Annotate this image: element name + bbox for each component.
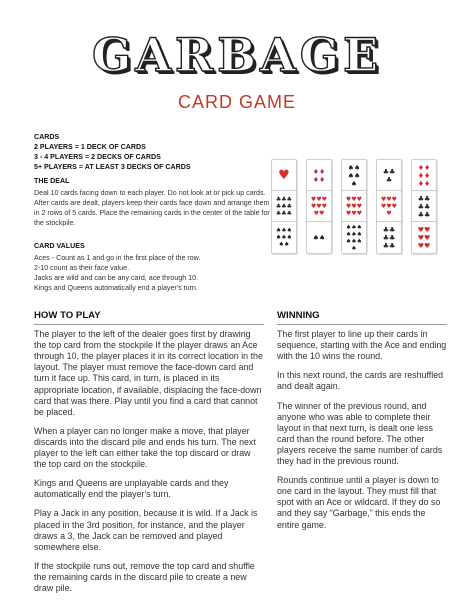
- card-layout-illustration: [265, 159, 445, 251]
- how-to-play-paragraph: Kings and Queens are unplayable cards and they automatically end the player's turn.: [34, 478, 229, 500]
- cards-heading: CARDS: [34, 133, 60, 141]
- playing-card: ♠♠♠ ♠♠♠ ♠♠: [271, 221, 297, 254]
- cards-line: 3 - 4 PLAYERS = 2 DECKS OF CARDS: [34, 152, 161, 161]
- values-line: Aces - Count as 1 and go in the first place of the row.: [34, 253, 201, 262]
- playing-card: ♣♣ ♣♣ ♣♣: [376, 221, 402, 254]
- playing-card: ♥♥♥ ♥♥♥ ♥: [376, 190, 402, 223]
- playing-card: ♥: [271, 159, 297, 192]
- playing-card: ♦♦ ♦♦ ♦♦: [411, 159, 437, 192]
- winning-paragraph: Rounds continue until a player is down to one card in the layout. They must fill that spot with an Ace or wildcard. If they do so and they say “Garbage,” this ends the entire game.: [277, 475, 441, 530]
- how-to-play-paragraph: Play a Jack in any position, because it is wild. If a Jack is placed in the 3rd position, for instance, and the player draws a 3, the Jack can be removed and played somewhere else.: [34, 508, 258, 552]
- deal-heading: THE DEAL: [34, 177, 70, 185]
- cards-section: [34, 133, 274, 173]
- winning-paragraph: The first player to line up their cards in sequence, starting with the Ace and ending with the 10 wins the round.: [277, 329, 447, 362]
- playing-card: ♠♠: [306, 221, 332, 254]
- how-to-play-paragraph: When a player can no longer make a move, that player discards into the discard pile and ends his turn. The next player to the left can either take the top discard or draw the top card on the stockpile.: [34, 425, 256, 470]
- playing-card: ♣♣ ♣♣ ♣♣: [411, 190, 437, 223]
- values-line: Kings and Queens automatically end a player's turn.: [34, 283, 198, 292]
- winning-column: [277, 310, 447, 539]
- how-to-play-column: [34, 310, 264, 602]
- cards-line: 2 PLAYERS = 1 DECK OF CARDS: [34, 142, 146, 151]
- values-section: [34, 242, 274, 294]
- cards-line: 5+ PLAYERS = AT LEAST 3 DECKS OF CARDS: [34, 162, 191, 171]
- winning-heading: WINNING: [277, 310, 447, 325]
- playing-card: ♣♣♣ ♣♣♣ ♣♣♣: [271, 190, 297, 223]
- playing-card: ♥♥♥ ♥♥♥ ♥♥: [306, 190, 332, 223]
- page-title: GARBAGE: [91, 28, 383, 82]
- playing-card: ♥♥♥ ♥♥♥ ♥♥♥: [341, 190, 367, 223]
- values-line: Jacks are wild and can be any card, ace through 10.: [34, 273, 199, 282]
- deal-text: Deal 10 cards facing down to each player. Do not look at or pick up cards. After cards are dealt, players keep their cards face down and arrange them in 2 rows of 5 cards. Place the remaining cards in the center of the table for the stockpile.: [34, 188, 270, 227]
- playing-card: ♣♣ ♣: [376, 159, 402, 192]
- how-to-play-heading: HOW TO PLAY: [34, 310, 264, 325]
- playing-card: ♦♦ ♦♦: [306, 159, 332, 192]
- page-subtitle: CARD GAME: [177, 92, 296, 112]
- playing-card: ♠♠♠ ♠♠♠ ♠♠♠ ♠: [341, 221, 367, 254]
- values-line: 2-10 count as their face value.: [34, 263, 130, 272]
- how-to-play-paragraph: The player to the left of the dealer goes first by drawing the top card from the stockpile If the player draws an Ace through 10, the player places it in its correct location in the layout. The player must remove the face-down card and turn it face up. This card, in turn, is placed in its appropriate location, if available, displacing the face-down card that was there. Play until you find a card that cannot be placed.: [34, 329, 263, 417]
- winning-paragraph: In this next round, the cards are reshuffled and dealt again.: [277, 370, 444, 392]
- how-to-play-paragraph: If the stockpile runs out, remove the top card and shuffle the remaining cards in the discard pile to create a new draw pile.: [34, 560, 255, 593]
- winning-paragraph: The winner of the previous round, and anyone who was able to complete their layout in that next turn, is dealt one less card than the round before. The other players receive the same number of cards they had in the previous round.: [277, 400, 443, 467]
- playing-card: ♥♥ ♥♥ ♥♥: [411, 221, 437, 254]
- values-heading: CARD VALUES: [34, 242, 85, 250]
- deal-section: [34, 177, 274, 229]
- playing-card: ♠♠ ♠♠ ♠: [341, 159, 367, 192]
